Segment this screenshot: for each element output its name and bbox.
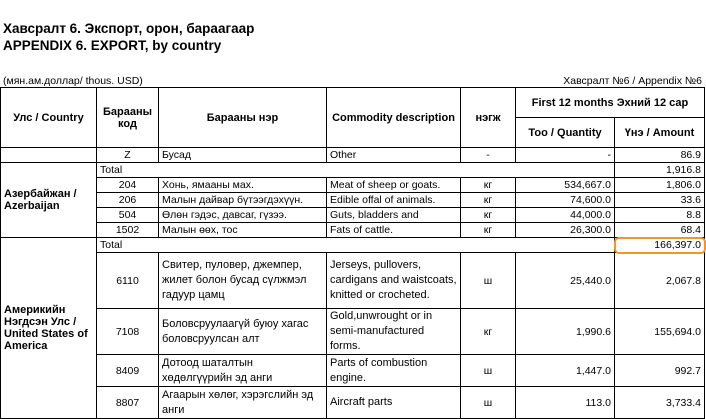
amount-cell: 68.4	[615, 223, 705, 238]
amount-cell: 3,733.4	[615, 387, 705, 419]
total-label: Total	[97, 238, 615, 253]
table-row	[1, 355, 705, 387]
name-mn-cell: Малын дайвар бүтээгдэхүүн.	[159, 193, 327, 208]
table-row	[1, 309, 705, 355]
unit-cell: ш	[461, 387, 516, 419]
code-cell: 7108	[97, 309, 159, 355]
code-cell: 8807	[97, 387, 159, 419]
export-table	[0, 87, 705, 419]
unit-cell: кг	[461, 309, 516, 355]
quantity-cell: 26,300.0	[516, 223, 615, 238]
unit-cell: ш	[461, 355, 516, 387]
quantity-cell: 44,000.0	[516, 208, 615, 223]
name-mn-cell: Дотоод шаталтын хөдөлгүүрийн эд анги	[159, 355, 327, 387]
unit-cell: кг	[461, 178, 516, 193]
unit-cell: кг	[461, 223, 516, 238]
quantity-cell: 1,447.0	[516, 355, 615, 387]
total-label: Total	[97, 163, 615, 178]
quantity-cell: 74,600.0	[516, 193, 615, 208]
quantity-cell: 534,667.0	[516, 178, 615, 193]
header-amount: Үнэ / Amount	[615, 118, 705, 148]
name-mn-cell: Боловсруулаагүй буюу хагас боловсруулсан алт	[159, 309, 327, 355]
amount-cell: 8.8	[615, 208, 705, 223]
table-row	[1, 208, 705, 223]
table-row	[1, 387, 705, 419]
amount-cell: 33.6	[615, 193, 705, 208]
country-usa: Америкийн Нэгдсэн Улс / United States of America	[1, 238, 97, 419]
description-cell: Fats of cattle.	[327, 223, 461, 238]
description-cell: Gold,unwrought or in semi-manufactured forms.	[327, 309, 461, 355]
header-unit: нэгж	[461, 88, 516, 148]
country-cell-empty	[1, 148, 97, 163]
name-mn-cell: Свитер, пуловер, джемпер, жилет болон бусад сүлжмэл гадуур цамц	[159, 253, 327, 309]
header-country: Улс / Country	[1, 88, 97, 148]
quantity-cell: 25,440.0	[516, 253, 615, 309]
code-cell: 504	[97, 208, 159, 223]
table-row	[1, 178, 705, 193]
name-mn-cell: Өлөн гэдэс, давсаг, гүзээ.	[159, 208, 327, 223]
header-description: Commodity description	[327, 88, 461, 148]
table-row	[1, 193, 705, 208]
unit-note: (мян.ам.доллар/ thous. USD)	[3, 75, 143, 87]
description-cell: Edible offal of animals.	[327, 193, 461, 208]
unit-cell: ш	[461, 253, 516, 309]
header-period: First 12 months Эхний 12 сар	[516, 88, 705, 118]
code-cell: 206	[97, 193, 159, 208]
unit-cell: -	[461, 148, 516, 163]
header-code: Барааны код	[97, 88, 159, 148]
code-cell: 1502	[97, 223, 159, 238]
amount-cell: 155,694.0	[615, 309, 705, 355]
total-amount: 1,916.8	[615, 163, 705, 178]
description-cell: Guts, bladders and	[327, 208, 461, 223]
code-cell: 8409	[97, 355, 159, 387]
amount-cell: 992.7	[615, 355, 705, 387]
name-mn-cell: Хонь, ямааны мах.	[159, 178, 327, 193]
quantity-cell: 113.0	[516, 387, 615, 419]
amount-cell: 86.9	[615, 148, 705, 163]
header-quantity: Тоо / Quantity	[516, 118, 615, 148]
table-row	[1, 223, 705, 238]
total-row	[1, 163, 705, 178]
code-cell: 6110	[97, 253, 159, 309]
description-cell: Meat of sheep or goats.	[327, 178, 461, 193]
total-row	[1, 238, 705, 253]
header-name-mn: Барааны нэр	[159, 88, 327, 148]
title-mongolian: Хавсралт 6. Экспорт, орон, бараагаар	[3, 21, 255, 36]
quantity-cell: 1,990.6	[516, 309, 615, 355]
description-cell: Parts of combustion engine.	[327, 355, 461, 387]
name-mn-cell: Малын өөх, тос	[159, 223, 327, 238]
description-cell: Other	[327, 148, 461, 163]
unit-cell: кг	[461, 193, 516, 208]
amount-cell: 2,067.8	[615, 253, 705, 309]
table-row	[1, 253, 705, 309]
total-amount-highlighted: 166,397.0	[615, 238, 705, 253]
country-azerbaijan: Азербайжан / Azerbaijan	[1, 163, 97, 238]
appendix-note: Хавсралт №6 / Appendix №6	[563, 75, 702, 87]
title-english: APPENDIX 6. EXPORT, by country	[3, 38, 222, 53]
description-cell: Jerseys, pullovers, cardigans and waistcoats, knitted or crocheted.	[327, 253, 461, 309]
amount-cell: 1,806.0	[615, 178, 705, 193]
code-cell: 204	[97, 178, 159, 193]
table-row	[1, 148, 705, 163]
quantity-cell: -	[516, 148, 615, 163]
name-mn-cell: Агаарын хөлөг, хэрэгслийн эд анги	[159, 387, 327, 419]
description-cell: Aircraft parts	[327, 387, 461, 419]
unit-cell: кг	[461, 208, 516, 223]
code-cell: Z	[97, 148, 159, 163]
name-mn-cell: Бусад	[159, 148, 327, 163]
